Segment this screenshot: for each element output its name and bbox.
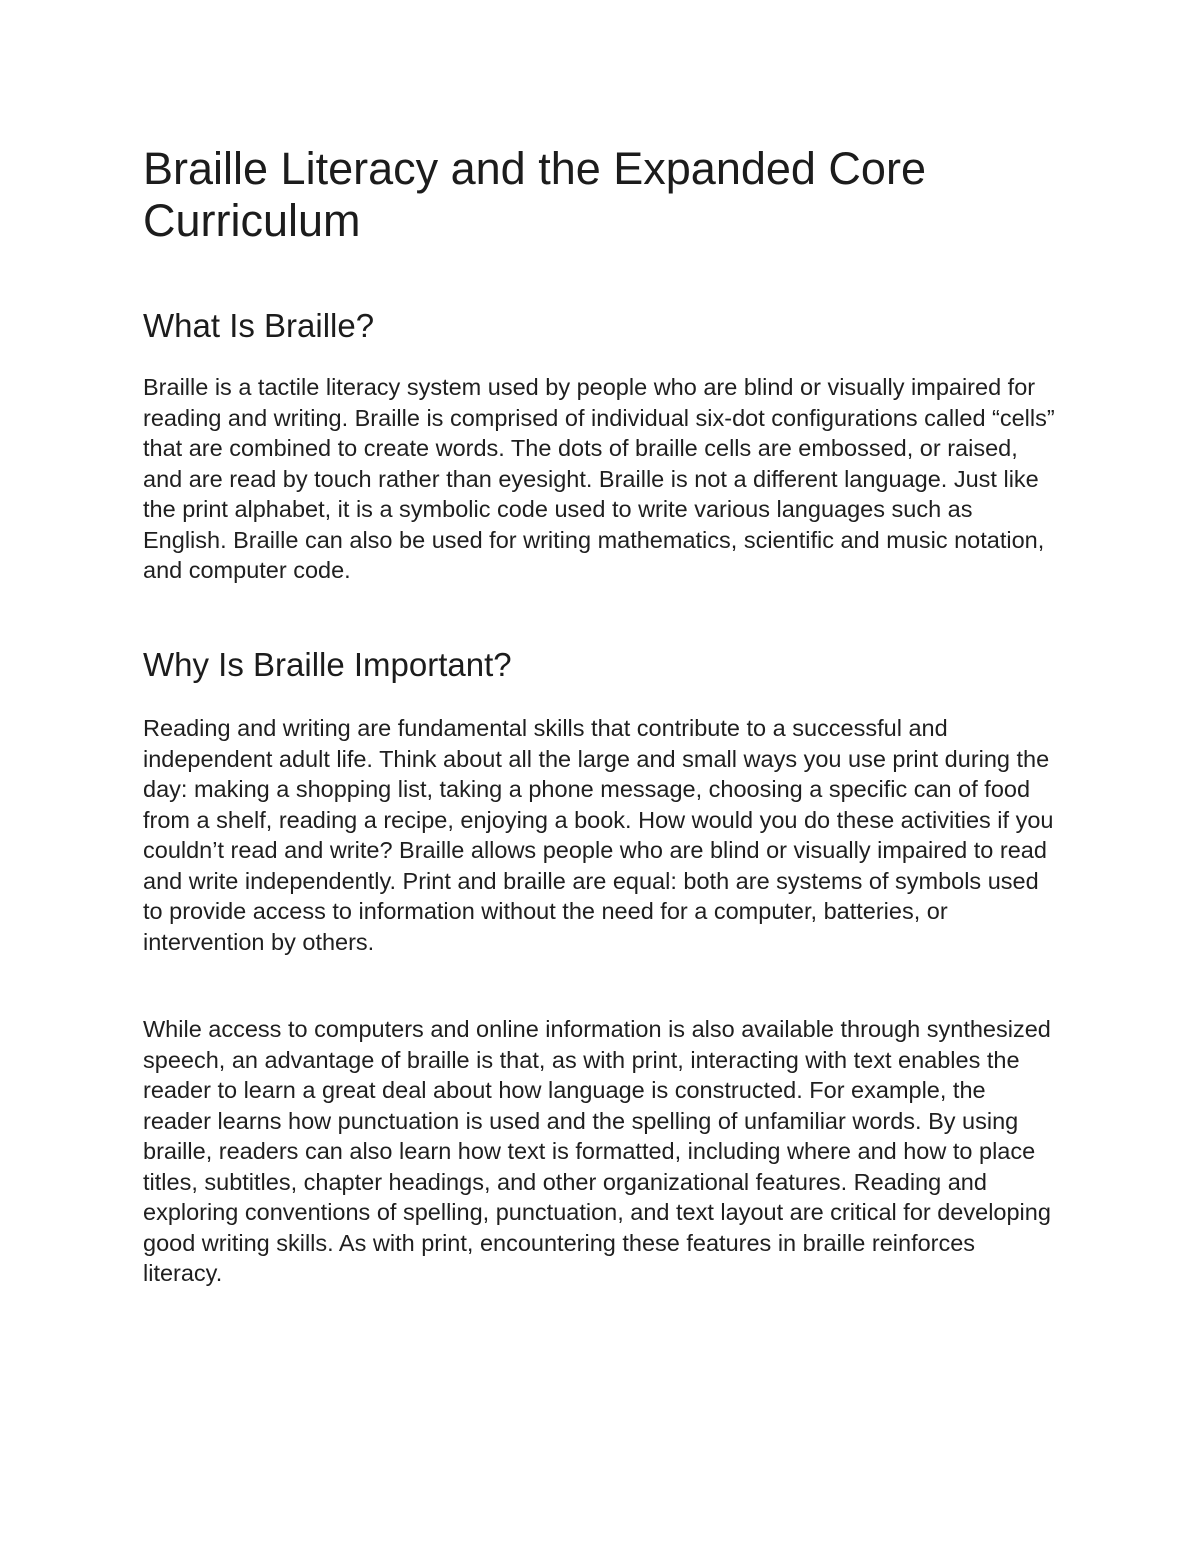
paragraph-why-important-1: Reading and writing are fundamental skills that contribute to a successful and independent adult life. Think about all the large and small ways you use print during the day: making a shopping list, taking a phone message, choosing a specific can of food from a shelf, reading a recipe, enjoying a book. How would you do these activities if you couldn’t read and write? Braille allows people who are blind or visually impaired to read and write independently. Print and braille are equal: both are systems of symbols used to provide access to information without the need for a computer, batteries, or intervention by others. — [143, 715, 1054, 955]
paragraph-what-is-braille: Braille is a tactile literacy system used by people who are blind or visually impaired for reading and writing. Braille is comprised of individual six-dot configurations called “cells” that are combined to create words. The dots of braille cells are embossed, or raised, and are read by touch rather than eyesight. Braille is not a different language. Just like the print alphabet, it is a symbolic code used to write various languages such as English. Braille can also be used for writing mathematics, scientific and music notation, and computer code. — [143, 374, 1055, 583]
section-heading-why-important: Why Is Braille Important? — [143, 646, 512, 683]
section-heading-what-is-braille: What Is Braille? — [143, 307, 375, 344]
page-title: Braille Literacy and the Expanded Core Curriculum — [143, 143, 926, 246]
paragraph-why-important-2: While access to computers and online information is also available through synthesized speech, an advantage of braille is that, as with print, interacting with text enables the reader to learn a great deal about how language is constructed. For example, the reader learns how punctuation is used and the spelling of unfamiliar words. By using braille, readers can also learn how text is formatted, including where and how to place titles, subtitles, chapter headings, and other organizational features. Reading and exploring conventions of spelling, punctuation, and text layout are critical for developing good writing skills. As with print, encountering these features in braille reinforces literacy. — [143, 1016, 1051, 1286]
